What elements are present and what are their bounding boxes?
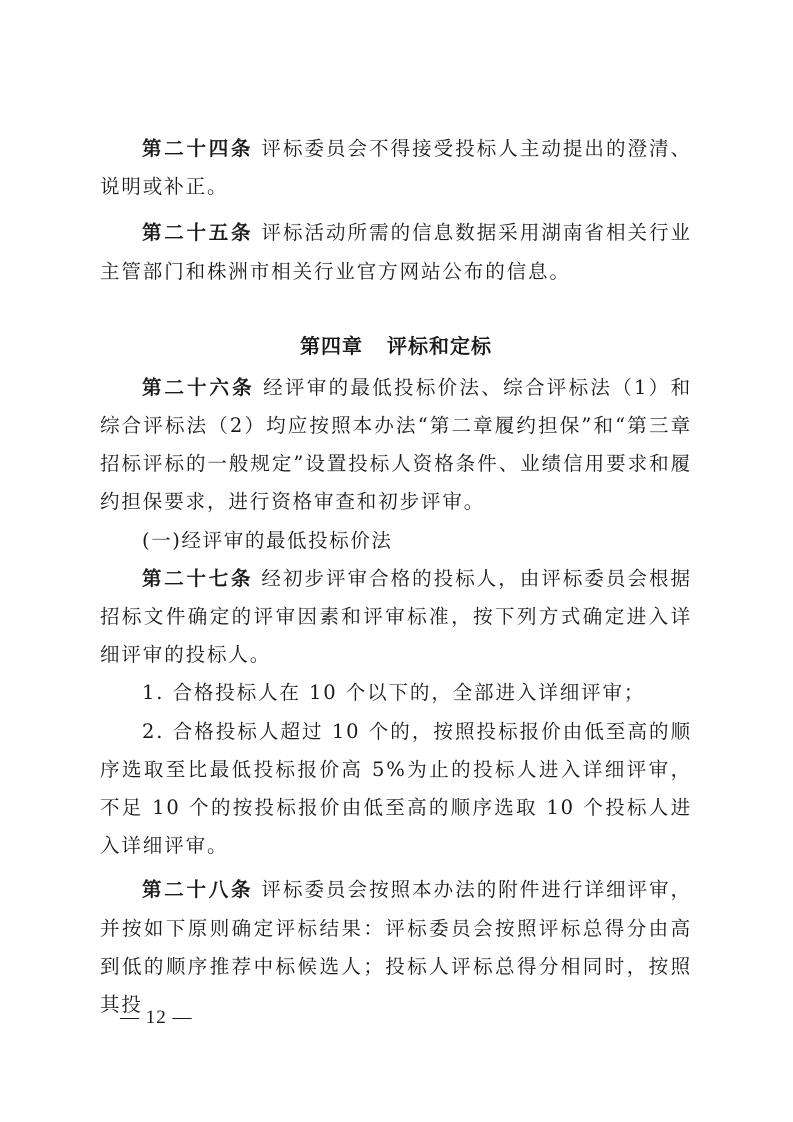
list-item-2: 2. 合格投标人超过 10 个的，按照投标报价由低至高的顺序选取至比最低投标报价高 5%为止的投标人进入详细评审，不足 10 个的按投标报价由低至高的顺序选取 10 个投标人进入详细评审。 <box>100 719 692 858</box>
article-label: 第二十四条 <box>142 137 254 160</box>
article-text: 经评审的最低投标价法、综合评标法（1）和综合评标法（2）均应按照本办法“第二章履约担保”和“第三章招标评标的一般规定”设置投标人资格条件、业绩信用要求和履约担保要求，进行资格审查和初步评审。 <box>100 375 692 514</box>
chapter-heading <box>100 329 692 363</box>
article-text: 评标委员会不得接受投标人主动提出的澄清、说明或补正。 <box>100 137 692 199</box>
article-text: 评标委员会按照本办法的附件进行详细评审，并按如下原则确定评标结果：评标委员会按照评标总得分由高到低的顺序推荐中标候选人；投标人评标总得分相同时，按照其投 <box>100 878 692 1017</box>
article-26 <box>100 369 692 522</box>
article-label: 第二十五条 <box>142 221 254 245</box>
article-label: 第二十八条 <box>142 878 254 902</box>
article-text: 评标活动所需的信息数据采用湖南省相关行业主管部门和株洲市相关行业官方网站公布的信息。 <box>100 221 692 283</box>
article-label: 第二十七条 <box>142 566 254 590</box>
article-25 <box>100 214 692 290</box>
article-28 <box>100 871 692 1024</box>
page-number: — 12 — <box>120 1007 193 1028</box>
article-27 <box>100 560 692 675</box>
article-text: 经初步评审合格的投标人，由评标委员会根据招标文件确定的评审因素和评审标准，按下列方式确定进入详细评审的投标人。 <box>100 566 692 667</box>
article-label: 第二十六条 <box>142 375 255 399</box>
chapter-title: 评标和定标 <box>387 333 492 358</box>
article-24 <box>100 130 692 206</box>
list-item-1: 1. 合格投标人在 10 个以下的，全部进入详细评审； <box>142 681 646 705</box>
chapter-number: 第四章 <box>300 333 363 358</box>
page-content <box>100 130 692 1024</box>
section-heading: (一)经评审的最低投标价法 <box>142 528 393 552</box>
